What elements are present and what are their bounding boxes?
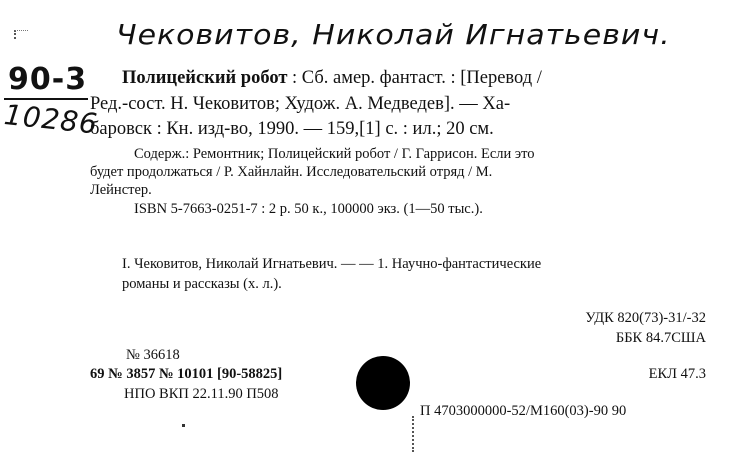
stray-mark (14, 30, 28, 39)
footer-price-code: П 4703000000-52/М160(03)-90 90 (420, 403, 627, 419)
handwritten-author-heading: Чековитов, Николай Игнатьевич. (116, 19, 671, 52)
scan-speck (412, 416, 417, 452)
handwritten-shelf-code: 90-3 (8, 62, 88, 97)
tracing-line-2: романы и рассказы (х. л.). (122, 276, 282, 292)
punch-hole (356, 356, 410, 410)
entry-line-1-rest: : Сб. амер. фантаст. : [Перевод / (292, 68, 542, 88)
ekl-code: ЕКЛ 47.3 (648, 366, 706, 382)
entry-line-2: Ред.-сост. Н. Чековитов; Худож. А. Медведев]. — Ха- (90, 94, 511, 114)
footer-number: № 36618 (126, 347, 180, 363)
footer-npo: НПО ВКП 22.11.90 П508 (124, 386, 279, 402)
tracing-line-1: I. Чековитов, Николай Игнатьевич. — — 1. Научно-фантастические (122, 256, 542, 272)
contents-line-2: будет продолжаться / Р. Хайнлайн. Исследовательский отряд / М. (90, 164, 493, 180)
footer-order-line: 69 № 3857 № 10101 [90-58825] (90, 366, 283, 382)
bbk-code: ББК 84.7США (615, 330, 706, 346)
udk-code: УДК 820(73)-31/-32 (585, 310, 706, 326)
contents-line-3: Лейнстер. (90, 182, 152, 198)
handwritten-inventory-number: 10286 (2, 98, 100, 141)
entry-line-1 (122, 68, 542, 89)
isbn-line: ISBN 5-7663-0251-7 : 2 р. 50 к., 100000 экз. (1—50 тыс.). (134, 201, 483, 217)
entry-line-3: баровск : Кн. изд-во, 1990. — 159,[1] с. : ил.; 20 см. (90, 119, 494, 139)
contents-line-1: Содерж.: Ремонтник; Полицейский робот / Г. Гаррисон. Если это (134, 146, 535, 162)
entry-title: Полицейский робот (122, 68, 288, 88)
scan-speck (182, 424, 185, 427)
